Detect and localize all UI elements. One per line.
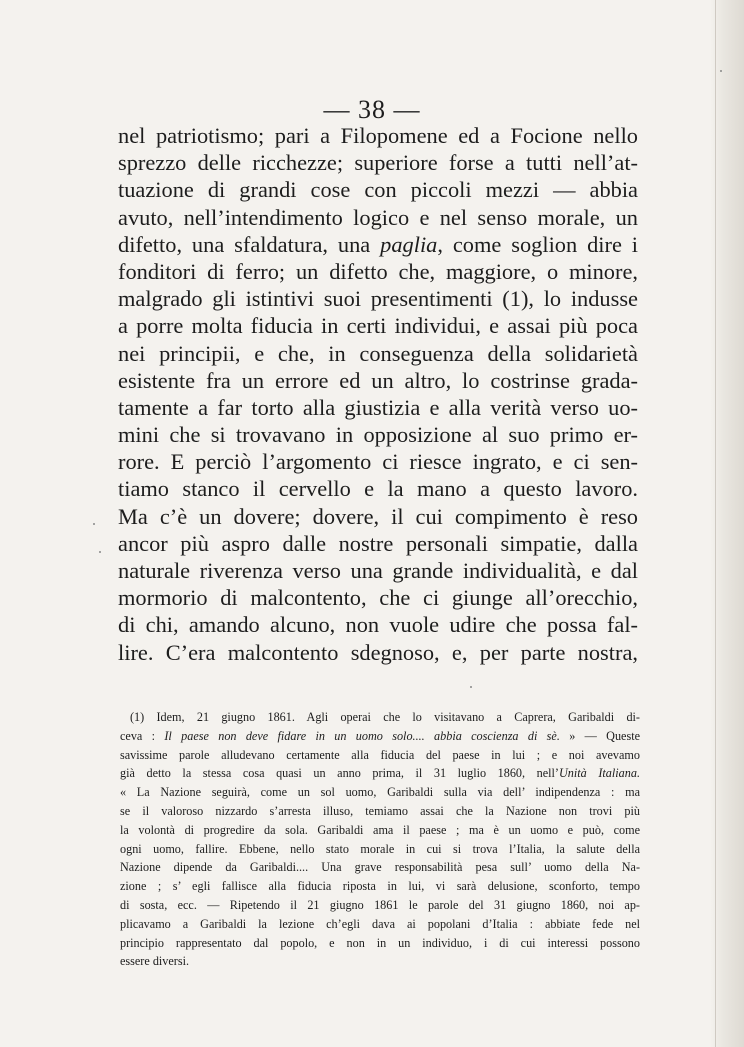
text-line: sprezzo delle ricchezze; superiore forse a tutti nell’at- [118, 150, 638, 176]
text-line: a porre molta fiducia in certi individui, e assai più poca [118, 313, 638, 339]
footnote-line: Nazione dipende da Garibaldi.... Una grave responsabilità pesa sull’ uomo della Na- [120, 860, 640, 875]
text-line: mormorio di malcontento, che ci giunge all’orecchio, [118, 585, 638, 611]
footnote-line: zione ; s’ egli fallisce alla fiducia riposta in lui, vi sarà delusione, sconforto, tempo [120, 879, 640, 894]
footnote-line: (1) Idem, 21 giugno 1861. Agli operai che lo visitavano a Caprera, Garibaldi di- [130, 710, 640, 724]
text-segment: ceva : [120, 728, 165, 743]
text-line: nei principii, e che, in conseguenza della solidarietà [118, 340, 638, 366]
text-segment: , come soglion dire i [437, 231, 638, 257]
text-segment: difetto, una sfaldatura, una [118, 231, 381, 257]
text-segment: già detto la stessa cosa quasi un anno prima, il 31 luglio 1860, nell’ [120, 766, 559, 781]
text-line: fonditori di ferro; un difetto che, maggiore, o minore, [118, 258, 638, 284]
italic-title: Unità Italiana. [559, 766, 640, 781]
text-line: di chi, amando alcuno, non vuole udire che possa fal- [118, 612, 638, 638]
main-text [118, 122, 638, 666]
text-line-with-italic [118, 231, 638, 258]
page-edge-line [715, 0, 716, 1047]
text-segment: » — Queste [559, 728, 640, 743]
text-line: malgrado gli istintivi suoi presentimenti (1), lo indusse [118, 286, 638, 312]
text-line: naturale riverenza verso una grande individualità, e dal [118, 558, 638, 583]
footnote-line: ogni uomo, fallire. Ebbene, nello stato morale in cui si trova l’Italia, la salute della [120, 841, 640, 856]
footnote-line: se il valoroso nizzardo s’arresta illuso, temiamo assai che la Nazione non trovi più [120, 803, 640, 818]
footnote-line: principio rappresentato dal popolo, e non in un individuo, i di cui interessi possono [120, 935, 640, 950]
text-line: lire. C’era malcontento sdegnoso, e, per parte nostra, [118, 639, 638, 665]
italic-quote: Il paese non deve fidare in un uomo solo.... abbia coscienza di sè. [164, 728, 560, 743]
text-line: ancor più aspro dalle nostre personali simpatie, dalla [118, 530, 638, 556]
text-line: tuazione di grandi cose con piccoli mezzi — abbia [118, 177, 638, 203]
paper-speck [720, 70, 722, 72]
paper-speck [93, 523, 95, 525]
footnote [120, 708, 640, 971]
footnote-line: la volontà di progredire da sola. Garibaldi ama il paese ; ma è un uomo e può, come [120, 822, 640, 837]
footnote-line: plicavamo a Garibaldi la lezione ch’egli dava ai popolani d’Italia : abbiate fede nel [120, 916, 640, 931]
italic-word: paglia [380, 231, 438, 257]
text-line: tiamo stanco il cervello e la mano a questo lavoro. [118, 476, 638, 502]
text-line: esistente fra un errore ed un altro, lo costrinse grada- [118, 367, 638, 393]
text-line: avuto, nell’intendimento logico e nel senso morale, un [118, 204, 638, 230]
footnote-line-with-italic [120, 764, 640, 783]
paper-speck [470, 686, 472, 688]
text-line: mini che si trovavano in opposizione al suo primo er- [118, 422, 638, 448]
text-line: nel patriotismo; pari a Filopomene ed a Focione nello [118, 123, 638, 148]
footnote-line: essere diversi. [120, 954, 190, 969]
page-number: — 38 — [323, 95, 421, 124]
text-line: tamente a far torto alla giustizia e alla verità verso uo- [118, 394, 638, 420]
paper-speck [99, 551, 101, 553]
footnote-line: di sosta, ecc. — Ripetendo il 21 giugno 1861 le parole del 31 giugno 1860, noi ap- [120, 897, 640, 912]
text-line: Ma c’è un dovere; dovere, il cui compimento è reso [118, 503, 638, 529]
text-line: rore. E perciò l’argomento ci riesce ingrato, e ci sen- [118, 449, 638, 475]
footnote-line: savissime parole alludevano certamente alla fiducia del paese in lui ; e noi avevamo [120, 747, 640, 762]
footnote-line-with-italic [120, 727, 640, 746]
footnote-line: « La Nazione seguirà, come un sol uomo, Garibaldi sulla via dell’ indipendenza : ma [120, 785, 640, 800]
